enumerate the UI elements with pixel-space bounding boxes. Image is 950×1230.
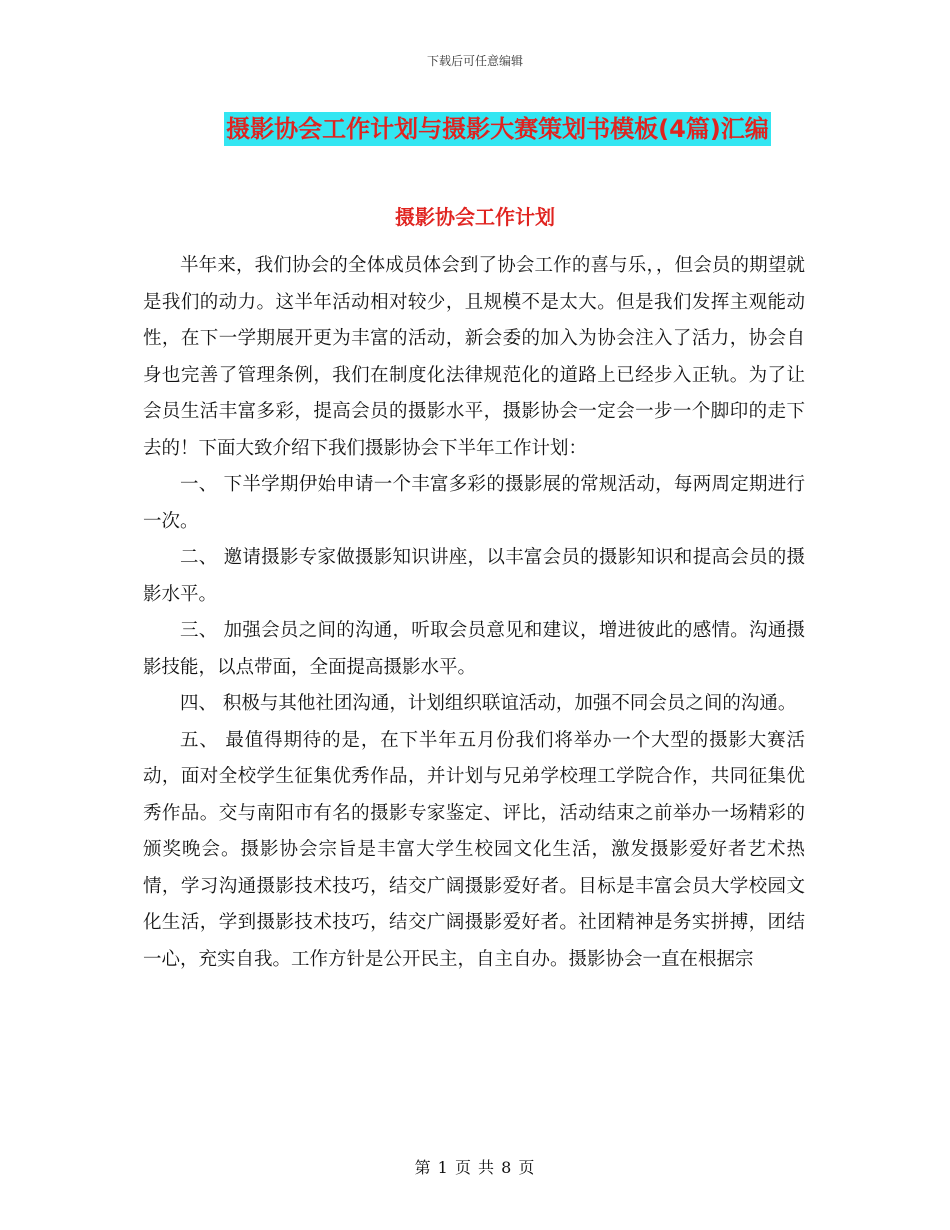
paragraph-item-2: 二、 邀请摄影专家做摄影知识讲座，以丰富会员的摄影知识和提高会员的摄影水平。 (143, 547, 805, 605)
page-header-note: 下载后可任意编辑 (426, 54, 523, 68)
page-number-footer: 第 1 页 共 8 页 (414, 1158, 536, 1177)
paragraph-intro: 半年来，我们协会的全体成员体会到了协会工作的喜与乐，，但会员的期望就是我们的动力。这半年活动相对较少，且规模不是太大。但是我们发挥主观能动性，在下一学期展开更为丰富的活动，新会委的加入为协会注入了活力，协会自身也完善了管理条例，我们在制度化法律规范化的道路上已经步入正轨。为了让会员生活丰富多彩，提高会员的摄影水平，摄影协会一定会一步一个脚印的走下去的！下面大致介绍下我们摄影协会下半年工作计划： (143, 255, 805, 459)
body-text (143, 248, 805, 978)
paragraph-item-4: 四、 积极与其他社团沟通，计划组织联谊活动，加强不同会员之间的沟通。 (180, 693, 797, 714)
paragraph-item-3: 三、 加强会员之间的沟通，听取会员意见和建议，增进彼此的感情。沟通摄影技能，以点带面，全面提高摄影水平。 (143, 620, 805, 678)
paragraph-item-5: 五、 最值得期待的是，在下半年五月份我们将举办一个大型的摄影大赛活动，面对全校学生征集优秀作品，并计划与兄弟学校理工学院合作，共同征集优秀作品。交与南阳市有名的摄影专家鉴定、评比，活动结束之前举办一场精彩的颁奖晚会。摄影协会宗旨是丰富大学生校园文化生活，激发摄影爱好者艺术热情，学习沟通摄影技术技巧，结交广阔摄影爱好者。目标是丰富会员大学校园文化生活，学到摄影技术技巧，结交广阔摄影爱好者。社团精神是务实拼搏，团结一心，充实自我。工作方针是公开民主，自主自办。摄影协会一直在根据宗 (143, 729, 805, 970)
paragraph-item-1: 一、 下半学期伊始申请一个丰富多彩的摄影展的常规活动，每两周定期进行一次。 (143, 474, 805, 532)
document-title-container (0, 112, 950, 146)
section-title: 摄影协会工作计划 (395, 205, 555, 229)
document-title: 摄影协会工作计划与摄影大赛策划书模板(4篇)汇编 (224, 112, 771, 146)
